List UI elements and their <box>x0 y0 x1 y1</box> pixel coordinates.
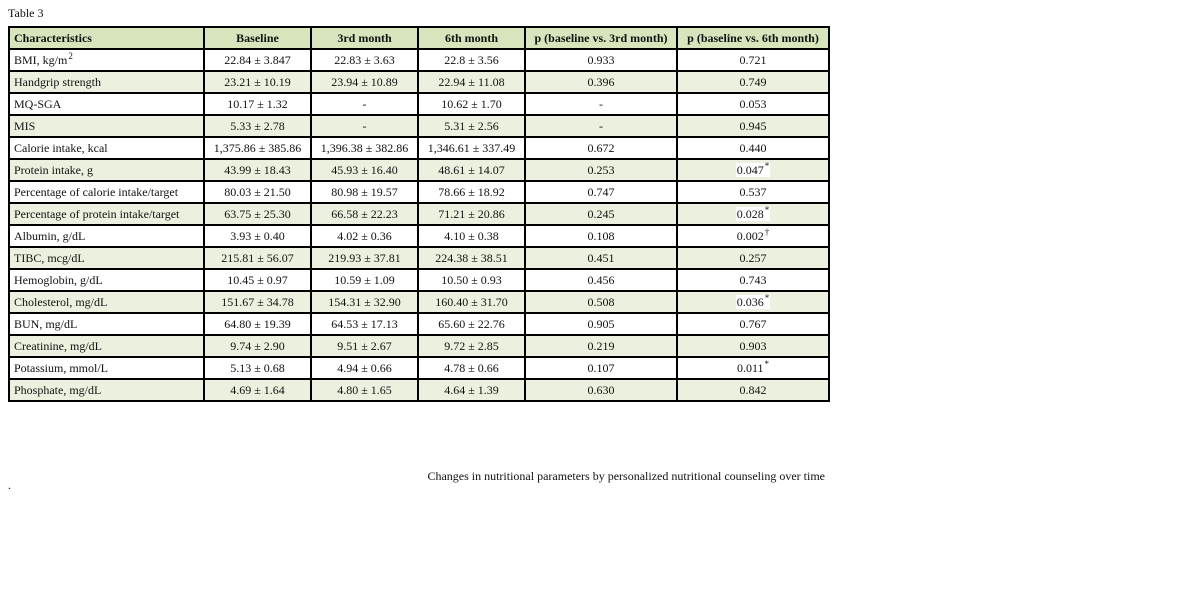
cell-baseline: 5.33 ± 2.78 <box>204 115 311 137</box>
header-row <box>9 27 829 49</box>
cell-p-3rd-month: 0.108 <box>525 225 677 247</box>
p-value: 0.047 <box>736 163 764 177</box>
cell-p-3rd-month: 0.107 <box>525 357 677 379</box>
cell-characteristic <box>9 71 204 93</box>
cell-baseline: 23.21 ± 10.19 <box>204 71 311 93</box>
characteristic-label: BUN, mg/dL <box>14 317 78 331</box>
characteristic-label: Protein intake, g <box>14 163 93 177</box>
cell-6th-month: 10.50 ± 0.93 <box>418 269 525 291</box>
cell-p-6th-month <box>677 291 829 313</box>
cell-p-6th-month: 0.721 <box>677 49 829 71</box>
unit-superscript: 2 <box>68 51 73 61</box>
significant-p-value <box>736 163 771 177</box>
characteristic-label: Hemoglobin, g/dL <box>14 273 103 287</box>
significance-mark: * <box>764 205 770 215</box>
p-value: 0.028 <box>736 207 764 221</box>
cell-6th-month: 22.8 ± 3.56 <box>418 49 525 71</box>
cell-p-6th-month <box>677 357 829 379</box>
cell-characteristic <box>9 269 204 291</box>
table-row <box>9 291 829 313</box>
significance-mark: † <box>764 227 770 237</box>
cell-p-6th-month: 0.842 <box>677 379 829 401</box>
cell-p-3rd-month: 0.245 <box>525 203 677 225</box>
significance-mark: * <box>764 161 770 171</box>
cell-p-3rd-month: - <box>525 93 677 115</box>
cell-baseline: 80.03 ± 21.50 <box>204 181 311 203</box>
p-value: 0.011 <box>736 361 764 375</box>
cell-p-3rd-month: - <box>525 115 677 137</box>
cell-p-3rd-month: 0.905 <box>525 313 677 335</box>
cell-3rd-month: 4.02 ± 0.36 <box>311 225 418 247</box>
cell-p-6th-month: 0.743 <box>677 269 829 291</box>
cell-baseline: 10.45 ± 0.97 <box>204 269 311 291</box>
table-header <box>9 27 829 49</box>
cell-6th-month: 4.78 ± 0.66 <box>418 357 525 379</box>
table-row <box>9 269 829 291</box>
cell-6th-month: 48.61 ± 14.07 <box>418 159 525 181</box>
cell-characteristic <box>9 313 204 335</box>
table-row <box>9 137 829 159</box>
cell-3rd-month: 10.59 ± 1.09 <box>311 269 418 291</box>
cell-p-3rd-month: 0.630 <box>525 379 677 401</box>
significance-mark: * <box>764 293 770 303</box>
p-value: 0.036 <box>736 295 764 309</box>
characteristic-label: Handgrip strength <box>14 75 101 89</box>
p-value: 0.002 <box>736 229 764 243</box>
cell-p-6th-month: 0.053 <box>677 93 829 115</box>
cell-characteristic <box>9 379 204 401</box>
cell-characteristic <box>9 49 204 71</box>
table-body <box>9 49 829 401</box>
cell-3rd-month: 9.51 ± 2.67 <box>311 335 418 357</box>
table-row <box>9 335 829 357</box>
characteristic-label: MQ-SGA <box>14 97 62 111</box>
column-header-baseline: Baseline <box>204 27 311 49</box>
cell-baseline: 151.67 ± 34.78 <box>204 291 311 313</box>
cell-p-6th-month: 0.767 <box>677 313 829 335</box>
cell-3rd-month: 23.94 ± 10.89 <box>311 71 418 93</box>
cell-p-3rd-month: 0.747 <box>525 181 677 203</box>
cell-p-6th-month <box>677 225 829 247</box>
cell-p-3rd-month: 0.396 <box>525 71 677 93</box>
characteristic-label: Percentage of protein intake/target <box>14 207 180 221</box>
table-row <box>9 357 829 379</box>
cell-3rd-month: 154.31 ± 32.90 <box>311 291 418 313</box>
cell-characteristic <box>9 137 204 159</box>
cell-p-6th-month: 0.903 <box>677 335 829 357</box>
cell-p-3rd-month: 0.933 <box>525 49 677 71</box>
column-header-characteristics: Characteristics <box>9 27 204 49</box>
cell-p-6th-month: 0.257 <box>677 247 829 269</box>
characteristic-label: Percentage of calorie intake/target <box>14 185 179 199</box>
table-row <box>9 181 829 203</box>
cell-characteristic <box>9 159 204 181</box>
column-header-p-6th-month: p (baseline vs. 6th month) <box>677 27 829 49</box>
cell-baseline: 63.75 ± 25.30 <box>204 203 311 225</box>
column-header-p-3rd-month: p (baseline vs. 3rd month) <box>525 27 677 49</box>
cell-6th-month: 5.31 ± 2.56 <box>418 115 525 137</box>
cell-characteristic <box>9 291 204 313</box>
column-header-3rd-month: 3rd month <box>311 27 418 49</box>
cell-3rd-month: 22.83 ± 3.63 <box>311 49 418 71</box>
characteristic-label: Potassium, mmol/L <box>14 361 109 375</box>
cell-p-6th-month: 0.945 <box>677 115 829 137</box>
cell-baseline: 9.74 ± 2.90 <box>204 335 311 357</box>
cell-p-3rd-month: 0.456 <box>525 269 677 291</box>
cell-baseline: 3.93 ± 0.40 <box>204 225 311 247</box>
cell-baseline: 215.81 ± 56.07 <box>204 247 311 269</box>
cell-baseline: 5.13 ± 0.68 <box>204 357 311 379</box>
cell-3rd-month: 1,396.38 ± 382.86 <box>311 137 418 159</box>
significant-p-value <box>736 361 770 375</box>
cell-p-6th-month <box>677 203 829 225</box>
characteristic-label: Albumin, g/dL <box>14 229 86 243</box>
cell-p-6th-month: 0.440 <box>677 137 829 159</box>
cell-p-3rd-month: 0.253 <box>525 159 677 181</box>
cell-6th-month: 10.62 ± 1.70 <box>418 93 525 115</box>
cell-characteristic <box>9 181 204 203</box>
cell-6th-month: 4.10 ± 0.38 <box>418 225 525 247</box>
cell-baseline: 4.69 ± 1.64 <box>204 379 311 401</box>
cell-baseline: 22.84 ± 3.847 <box>204 49 311 71</box>
cell-p-6th-month: 0.749 <box>677 71 829 93</box>
characteristic-label: MIS <box>14 119 36 133</box>
cell-6th-month: 65.60 ± 22.76 <box>418 313 525 335</box>
cell-characteristic <box>9 225 204 247</box>
cell-6th-month: 160.40 ± 31.70 <box>418 291 525 313</box>
cell-6th-month: 22.94 ± 11.08 <box>418 71 525 93</box>
column-header-6th-month: 6th month <box>418 27 525 49</box>
cell-3rd-month: 80.98 ± 19.57 <box>311 181 418 203</box>
table-row <box>9 203 829 225</box>
table-row <box>9 71 829 93</box>
cell-3rd-month: 66.58 ± 22.23 <box>311 203 418 225</box>
cell-3rd-month: 45.93 ± 16.40 <box>311 159 418 181</box>
cell-3rd-month: 64.53 ± 17.13 <box>311 313 418 335</box>
nutrition-table <box>8 26 830 402</box>
cell-p-3rd-month: 0.508 <box>525 291 677 313</box>
table-row <box>9 225 829 247</box>
characteristic-label: TIBC, mcg/dL <box>14 251 85 265</box>
table-row <box>9 115 829 137</box>
cell-3rd-month: 4.94 ± 0.66 <box>311 357 418 379</box>
significance-mark: * <box>764 359 770 369</box>
cell-6th-month: 71.21 ± 20.86 <box>418 203 525 225</box>
cell-characteristic <box>9 93 204 115</box>
characteristic-label: Creatinine, mg/dL <box>14 339 102 353</box>
table-caption: Changes in nutritional parameters by personalized nutritional counseling over time <box>427 469 825 483</box>
cell-characteristic <box>9 357 204 379</box>
table-label: Table 3 <box>8 6 44 20</box>
cell-6th-month: 4.64 ± 1.39 <box>418 379 525 401</box>
cell-p-6th-month <box>677 159 829 181</box>
table-row <box>9 49 829 71</box>
trailing-mark: . <box>8 478 11 492</box>
cell-characteristic <box>9 203 204 225</box>
cell-3rd-month: - <box>311 93 418 115</box>
cell-characteristic <box>9 247 204 269</box>
cell-6th-month: 224.38 ± 38.51 <box>418 247 525 269</box>
cell-3rd-month: 219.93 ± 37.81 <box>311 247 418 269</box>
cell-p-3rd-month: 0.451 <box>525 247 677 269</box>
cell-baseline: 64.80 ± 19.39 <box>204 313 311 335</box>
table-row <box>9 159 829 181</box>
cell-baseline: 43.99 ± 18.43 <box>204 159 311 181</box>
cell-p-6th-month: 0.537 <box>677 181 829 203</box>
cell-6th-month: 9.72 ± 2.85 <box>418 335 525 357</box>
cell-p-3rd-month: 0.219 <box>525 335 677 357</box>
table-row <box>9 313 829 335</box>
table-row <box>9 93 829 115</box>
characteristic-label: BMI, kg/m <box>14 53 68 67</box>
cell-characteristic <box>9 335 204 357</box>
cell-6th-month: 78.66 ± 18.92 <box>418 181 525 203</box>
table-row <box>9 379 829 401</box>
characteristic-label: Cholesterol, mg/dL <box>14 295 108 309</box>
cell-3rd-month: - <box>311 115 418 137</box>
significant-p-value <box>736 295 771 309</box>
significant-p-value <box>736 207 771 221</box>
cell-6th-month: 1,346.61 ± 337.49 <box>418 137 525 159</box>
characteristic-label: Phosphate, mg/dL <box>14 383 102 397</box>
significant-p-value <box>736 229 771 243</box>
cell-p-3rd-month: 0.672 <box>525 137 677 159</box>
characteristic-label: Calorie intake, kcal <box>14 141 108 155</box>
cell-3rd-month: 4.80 ± 1.65 <box>311 379 418 401</box>
cell-baseline: 1,375.86 ± 385.86 <box>204 137 311 159</box>
cell-characteristic <box>9 115 204 137</box>
table-row <box>9 247 829 269</box>
cell-baseline: 10.17 ± 1.32 <box>204 93 311 115</box>
